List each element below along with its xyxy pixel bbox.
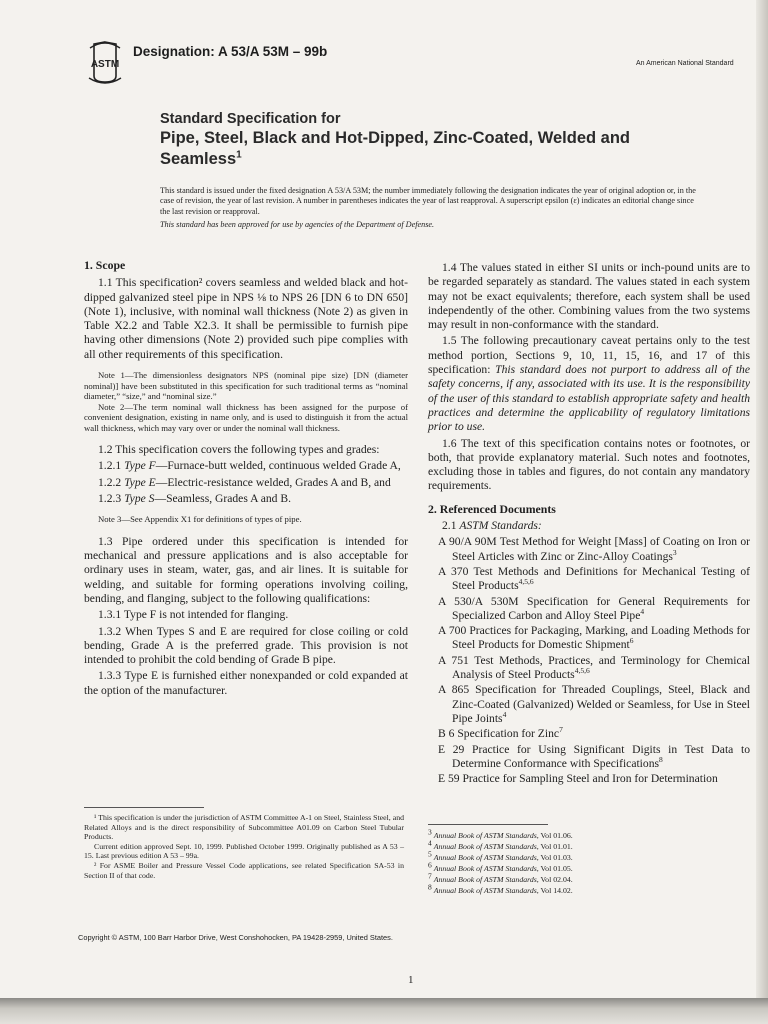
reference-item: A 90/A 90M Test Method for Weight [Mass] of Coating on Iron or Steel Articles with Zinc or Zinc-Alloy Coatings$^3$: [438, 535, 750, 563]
copyright-notice: Copyright © ASTM, 100 Barr Harbor Drive, West Conshohocken, PA 19428-2959, United States.: [78, 933, 393, 942]
reference-item: A 370 Test Methods and Definitions for Mechanical Testing of Steel Products$^{4,5,6}$: [438, 564, 750, 593]
document-title: [160, 110, 720, 170]
reference-item: E 29 Practice for Using Significant Digits in Test Data to Determine Conformance with Specifications$^8$: [438, 742, 750, 770]
footnote-7: $^7$ Annual Book of ASTM Standards, Vol 02.04.: [428, 871, 573, 884]
right-column: [428, 261, 750, 787]
section-heading-referenced-documents: 2. Referenced Documents: [428, 501, 556, 516]
designation: Designation: A 53/A 53M – 99b: [133, 44, 328, 59]
reference-item: E 59 Practice for Sampling Steel and Iron for Determination: [438, 772, 718, 786]
paragraph-1-3: 1.3 Pipe ordered under this specification is intended for mechanical and pressure applications and is also acceptable for ordinary uses in steam, water, gas, and air lines. It is suitable for welding, and suitable for forming operations involving coiling, bending, and flanging, subject to the following qualifications:: [84, 534, 408, 605]
paragraph-1-3-3: 1.3.3 Type E is furnished either nonexpanded or cold expanded at the option of the manufacturer.: [84, 669, 408, 697]
astm-logo: [86, 40, 124, 84]
reference-item: A 865 Specification for Threaded Couplings, Steel, Black and Zinc-Coated (Galvanized) Welded or Seamless, for Use in Steel Pipe Joints$^4$: [438, 683, 750, 725]
footnote-4: $^4$ Annual Book of ASTM Standards, Vol 01.01.: [428, 838, 573, 851]
footnote-rule-left: [84, 807, 204, 808]
footnotes-right: [428, 827, 573, 896]
title-line-2: Pipe, Steel, Black and Hot-Dipped, Zinc-Coated, Welded and: [160, 129, 631, 147]
footnote-1-edition: Current edition approved Sept. 10, 1999. Published October 1999. Originally published as A 53 – 15. Last previous edition A 53 – 99a.: [84, 841, 404, 861]
title-line-1: Standard Specification for: [160, 111, 341, 127]
footnotes-left: [84, 813, 404, 880]
footnote-3: $^3$ Annual Book of ASTM Standards, Vol 01.06.: [428, 827, 573, 840]
paragraph-1-3-2: 1.3.2 When Types S and E are required for close coiling or cold bending, Grade A is the preferred grade. This provision is not intended to prohibit the cold bending of Grade B pipe.: [84, 624, 408, 667]
scanner-bottom-edge: [0, 998, 768, 1024]
reference-item: B 6 Specification for Zinc$^7$: [438, 725, 563, 741]
paragraph-1-2-1: 1.2.1 Type F—Furnace-butt welded, continuous welded Grade A,: [98, 459, 401, 473]
dod-approval: This standard has been approved for use by agencies of the Department of Defense.: [160, 220, 435, 230]
footnote-1: ¹ This specification is under the jurisdiction of ASTM Committee A-1 on Steel, Stainless Steel, and Related Alloys and is the direct responsibility of Subcommittee A01.09 on Carbon Steel Tubular Products.: [84, 813, 404, 842]
paragraph-1-2-3: 1.2.3 Type S—Seamless, Grades A and B.: [98, 491, 292, 505]
paragraph-1-6: 1.6 The text of this specification contains notes or footnotes, or both, that provide explanatory material. Such notes and footnotes, excluding those in tables and figures, do not contain any mandatory requirements.: [428, 436, 750, 493]
paragraph-1-4: 1.4 The values stated in either SI units or inch-pound units are to be regarded separately as standard. The values stated in each system may not be exact equivalents; therefore, each system shall be used independently of the other. Combining values from the two systems may result in non-conformance with the standard.: [428, 261, 750, 332]
national-standard-label: An American National Standard: [636, 60, 734, 67]
footnote-5: $^5$ Annual Book of ASTM Standards, Vol 01.03.: [428, 849, 573, 862]
note-1: Note 1—The dimensionless designators NPS (nominal pipe size) [DN (diameter nominal)] have been substituted in this specification for such traditional terms as “nominal diameter,” “size,” and “nominal size.”: [84, 370, 408, 402]
paragraph-1-2: 1.2 This specification covers the following types and grades:: [98, 443, 380, 457]
reference-item: A 751 Test Methods, Practices, and Terminology for Chemical Analysis of Steel Products$^{4,5,6}$: [438, 653, 750, 682]
issuance-notice: [160, 186, 700, 231]
note-3: Note 3—See Appendix X1 for definitions of types of pipe.: [98, 514, 302, 525]
left-column: [84, 258, 408, 700]
paragraph-1-3-1: 1.3.1 Type F is not intended for flanging.: [98, 608, 289, 622]
title-line-3: Seamless$^1$: [160, 149, 242, 168]
paragraph-1-5: 1.5 The following precautionary caveat pertains only to the test method portion, Sections 9, 10, 11, 15, 16, and 17 of this specification: This standard does not purport to address all of the safety concerns, if any, associated with its use. It is the responsibility of the user of this standard to establish appropriate safety and health practices and determine the applicability of regulatory limitations prior to use.: [428, 334, 750, 434]
paper-right-edge: [756, 0, 768, 1000]
reference-item: A 700 Practices for Packaging, Marking, and Loading Methods for Steel Products for Domestic Shipment$^6$: [438, 624, 750, 652]
footnote-2: ² For ASME Boiler and Pressure Vessel Code applications, see related Specification SA-53 in Section II of that code.: [84, 860, 404, 880]
reference-item: A 530/A 530M Specification for General Requirements for Specialized Carbon and Alloy Steel Pipe$^4$: [438, 594, 750, 622]
logo-text: ASTM: [90, 59, 120, 70]
footnote-8: $^8$ Annual Book of ASTM Standards, Vol 14.02.: [428, 881, 573, 895]
footnote-6: $^6$ Annual Book of ASTM Standards, Vol 01.05.: [428, 860, 573, 873]
paragraph-2-1: 2.1 ASTM Standards:: [442, 519, 542, 533]
issued-statement: This standard is issued under the fixed designation A 53/A 53M; the number immediately following the designation indicates the year of original adoption or, in the case of revision, the year of last revision. A number in parentheses indicates the year of last reapproval. A superscript epsilon (ε) indicates an editorial change since the last revision or reapproval.: [160, 186, 696, 216]
footnote-rule-right: [428, 824, 548, 825]
paragraph-1-1: 1.1 This specification² covers seamless and welded black and hot-dipped galvanized steel pipe in NPS ⅛ to NPS 26 [DN 6 to DN 650] (Note 1), inclusive, with nominal wall thickness (Note 2) as given in Table X2.2 and Table X2.3. It shall be permissible to furnish pipe having other dimensions (Note 2) provided such pipe complies with all other requirements of this specification.: [84, 276, 408, 361]
page-number: 1: [408, 974, 414, 986]
note-2: Note 2—The term nominal wall thickness has been assigned for the purpose of convenient designation, existing in name only, and is used to distinguish it from the actual wall thickness, which may vary over or under the nominal wall thickness.: [84, 401, 408, 433]
section-heading-scope: 1. Scope: [84, 258, 126, 272]
paragraph-1-2-2: 1.2.2 Type E—Electric-resistance welded, Grades A and B, and: [98, 475, 391, 489]
